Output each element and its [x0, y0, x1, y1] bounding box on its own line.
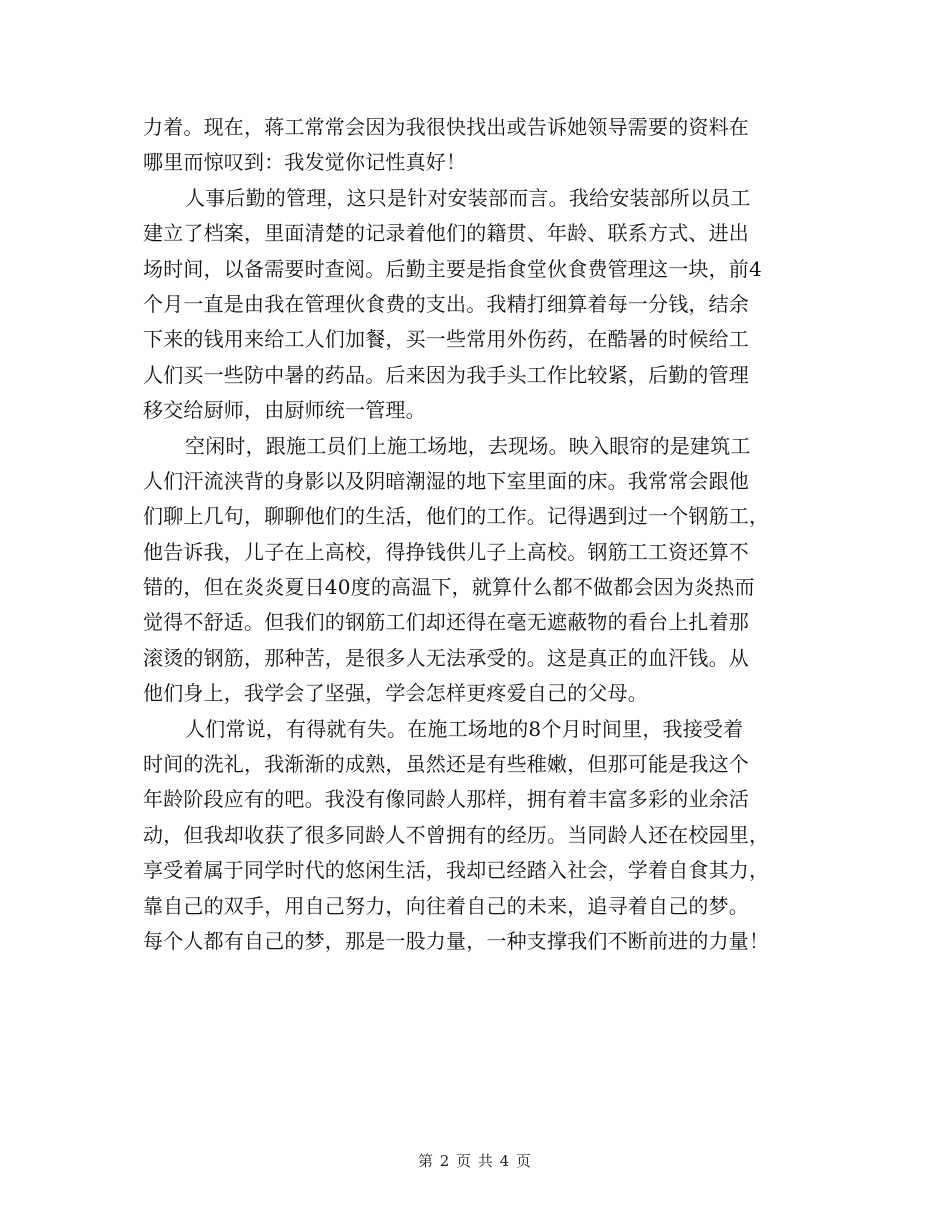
text-line: 力着。现在，蒋工常常会因为我很快找出或告诉她领导需要的资料在 — [143, 115, 749, 139]
text-line: 每个人都有自己的梦，那是一股力量，一种支撑我们不断前进的力量！ — [143, 928, 770, 953]
text-line: 人们汗流浃背的身影以及阴暗潮湿的地下室里面的床。我常常会跟他 — [143, 468, 749, 493]
text-line: 移交给厨师，由厨师统一管理。 — [143, 398, 426, 423]
paragraph-3 — [143, 429, 811, 712]
text-line: 滚烫的钢筋，那种苦，是很多人无法承受的。这是真正的血汗钱。从 — [143, 645, 749, 670]
text-line: 人事后勤的管理，这只是针对安装部而言。我给安装部所以员工 — [185, 185, 751, 210]
text-line: 他告诉我，儿子在上高校，得挣钱供儿子上高校。钢筋工工资还算不 — [143, 539, 749, 564]
text-line: 年龄阶段应有的吧。我没有像同龄人那样，拥有着丰富多彩的业余活 — [143, 787, 749, 812]
text-line: 下来的钱用来给工人们加餐，买一些常用外伤药，在酷暑的时候给工 — [143, 327, 749, 352]
page-number-footer: 第 2 页 共 4 页 — [418, 1152, 532, 1170]
text-line: 哪里而惊叹到：我发觉你记性真好！ — [143, 150, 467, 175]
text-line: 人们常说，有得就有失。在施工场地的8个月时间里，我接受着 — [185, 716, 744, 741]
paragraph-1 — [143, 110, 811, 181]
text-line: 时间的洗礼，我渐渐的成熟，虽然还是有些稚嫩，但那可能是我这个 — [143, 752, 749, 777]
text-line: 人们买一些防中暑的药品。后来因为我手头工作比较紧，后勤的管理 — [143, 362, 749, 387]
paragraph-4 — [143, 712, 811, 960]
text-line: 享受着属于同学时代的悠闲生活，我却已经踏入社会，学着自食其力， — [143, 858, 770, 883]
text-line: 靠自己的双手，用自己努力，向往着自己的未来，追寻着自己的梦。 — [143, 893, 749, 918]
text-line: 们聊上几句，聊聊他们的生活，他们的工作。记得遇到过一个钢筋工， — [143, 504, 770, 529]
text-line: 建立了档案，里面清楚的记录着他们的籍贯、年龄、联系方式、进出 — [143, 221, 749, 246]
text-line: 他们身上，我学会了坚强，学会怎样更疼爱自己的父母。 — [143, 681, 648, 706]
text-line: 场时间，以备需要时查阅。后勤主要是指食堂伙食费管理这一块，前4 — [143, 256, 762, 281]
paragraph-2 — [143, 181, 811, 429]
body-text — [143, 110, 811, 959]
text-line: 个月一直是由我在管理伙食费的支出。我精打细算着每一分钱，结余 — [143, 291, 749, 316]
text-line: 觉得不舒适。但我们的钢筋工们却还得在毫无遮蔽物的看台上扎着那 — [143, 610, 749, 635]
text-line: 动，但我却收获了很多同龄人不曾拥有的经历。当同龄人还在校园里， — [143, 822, 770, 847]
text-line: 错的，但在炎炎夏日40度的高温下，就算什么都不做都会因为炎热而 — [143, 575, 755, 600]
text-line: 空闲时，跟施工员们上施工场地，去现场。映入眼帘的是建筑工 — [185, 433, 751, 458]
